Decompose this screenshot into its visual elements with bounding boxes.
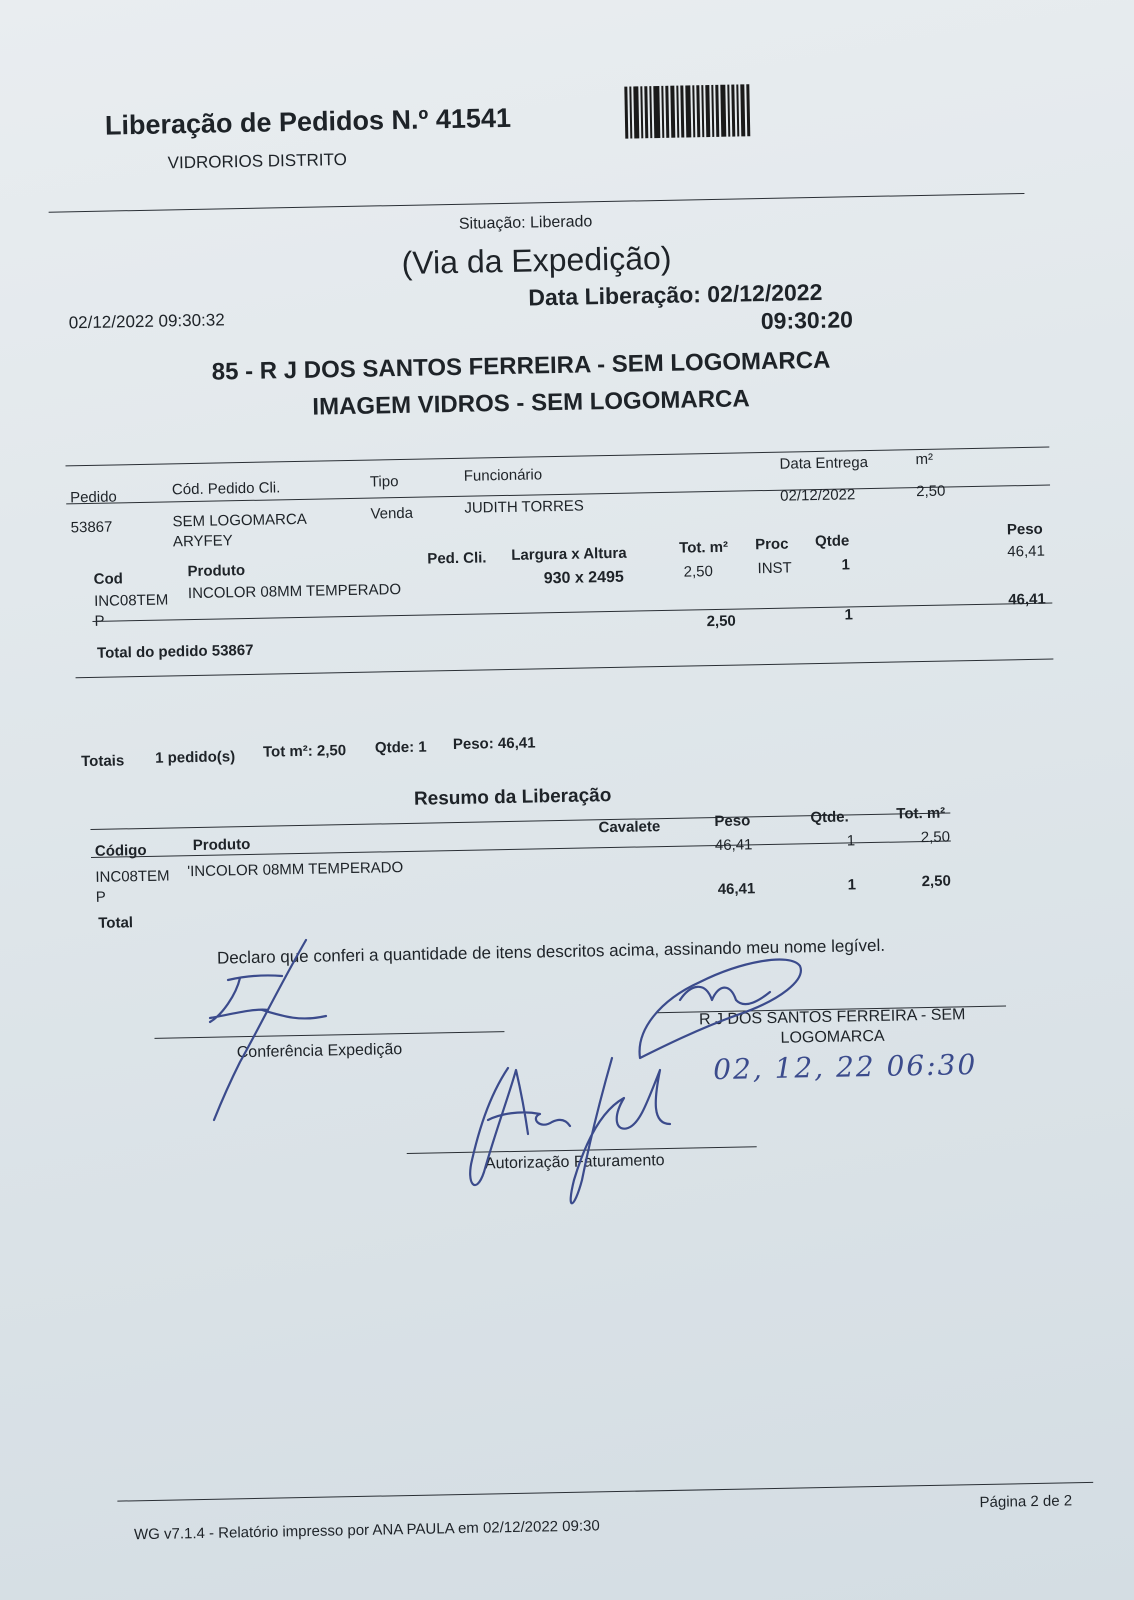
totals-pedidos: 1 pedido(s) (154, 748, 236, 767)
totals-label: Totais (81, 752, 125, 771)
summary-qtde: 1 (846, 832, 856, 850)
totals-m2: Tot m²: 2,50 (262, 742, 347, 761)
item-qtde: 1 (841, 556, 851, 574)
col-cod-pedido-cli: Cód. Pedido Cli. (171, 479, 281, 499)
item-col-produto: Produto (187, 562, 246, 581)
via-title: (Via da Expedição) (401, 239, 672, 281)
summary-code-2: P (95, 888, 106, 906)
release-date: Data Liberação: 02/12/2022 (528, 278, 823, 311)
client-signature-name-2: LOGOMARCA (780, 1027, 885, 1047)
totals-peso: Peso: 46,41 (452, 734, 536, 754)
summary-total-tot-m2: 2,50 (921, 872, 951, 891)
signature-client (640, 959, 801, 1058)
order-total-peso: 46,41 (1008, 590, 1046, 609)
declaration-text: Declaro que conferi a quantidade de itens descritos acima, assinando meu nome legível. (216, 935, 886, 968)
signature-expedicao (210, 940, 326, 1120)
order-m2: 2,50 (915, 482, 946, 501)
order-delivery-date: 02/12/2022 (780, 486, 856, 505)
summary-total-label: Total (98, 914, 134, 932)
totals-qtde: Qtde: 1 (374, 738, 427, 757)
col-m2: m² (915, 450, 934, 469)
col-data-entrega: Data Entrega (779, 454, 869, 473)
summary-total-peso: 46,41 (717, 880, 756, 898)
order-number: 53867 (70, 518, 113, 537)
document-title: Liberação de Pedidos N.º 41541 (104, 102, 512, 141)
col-pedido: Pedido (69, 488, 117, 507)
summary-col-codigo: Código (94, 841, 147, 860)
col-funcionario: Funcionário (463, 466, 543, 485)
item-tot-m2: 2,50 (683, 563, 714, 581)
item-dimensions: 930 x 2495 (543, 568, 624, 588)
item-code: INC08TEM (93, 591, 169, 610)
order-total-qtde: 1 (844, 606, 854, 624)
summary-product: 'INCOLOR 08MM TEMPERADO (187, 859, 404, 881)
item-col-qtde: Qtde (814, 532, 850, 551)
order-type: Venda (370, 504, 414, 523)
order-total-m2: 2,50 (706, 612, 736, 631)
col-tipo: Tipo (369, 473, 399, 491)
summary-col-produto: Produto (192, 835, 251, 855)
item-col-cod: Cod (93, 570, 124, 588)
summary-col-peso: Peso (714, 812, 751, 831)
order-total-label: Total do pedido 53867 (96, 641, 254, 662)
autorizacao-label: Autorização Faturamento (484, 1152, 665, 1173)
print-datetime: 02/12/2022 09:30:32 (68, 310, 225, 333)
summary-total-qtde: 1 (847, 876, 857, 894)
order-client-code: SEM LOGOMARCA (172, 510, 307, 531)
summary-tot-m2: 2,50 (920, 828, 951, 847)
summary-col-tot-m2: Tot. m² (896, 804, 946, 823)
conferencia-label: Conferência Expedição (236, 1041, 403, 1062)
client-signature-name: R J DOS SANTOS FERREIRA - SEM (698, 1006, 966, 1029)
footer-printed-by: WG v7.1.4 - Relatório impresso por ANA PAULA em 02/12/2022 09:30 (133, 1517, 600, 1544)
item-col-tot-m2: Tot. m² (679, 538, 729, 557)
item-product: INCOLOR 08MM TEMPERADO (187, 581, 402, 603)
order-employee: JUDITH TORRES (464, 497, 584, 517)
handwritten-date: 02, 12, 22 06:30 (712, 1048, 978, 1087)
client-subname: IMAGEM VIDROS - SEM LOGOMARCA (312, 385, 750, 421)
order-client-code-2: ARYFEY (172, 532, 233, 551)
client-name: 85 - R J DOS SANTOS FERREIRA - SEM LOGOMARCA (211, 346, 831, 386)
item-peso: 46,41 (1007, 542, 1046, 561)
item-proc: INST (757, 559, 792, 578)
situation-text: Situação: Liberado (458, 213, 593, 233)
summary-peso: 46,41 (714, 836, 753, 855)
item-col-largura-altura: Largura x Altura (511, 544, 627, 564)
item-col-peso: Peso (1006, 520, 1043, 539)
summary-title: Resumo da Liberação (413, 785, 612, 810)
summary-code: INC08TEM (95, 867, 170, 886)
item-code-2: P (94, 612, 105, 630)
summary-col-qtde: Qtde. (810, 808, 849, 827)
footer-page-number: Página 2 de 2 (979, 1492, 1073, 1512)
release-time: 09:30:20 (760, 306, 854, 335)
item-col-ped-cli: Ped. Cli. (427, 549, 487, 568)
company-name: VIDRORIOS DISTRITO (167, 149, 348, 173)
summary-col-cavalete: Cavalete (598, 818, 661, 837)
item-col-proc: Proc (754, 535, 789, 554)
signature-autorizacao (470, 1058, 670, 1203)
